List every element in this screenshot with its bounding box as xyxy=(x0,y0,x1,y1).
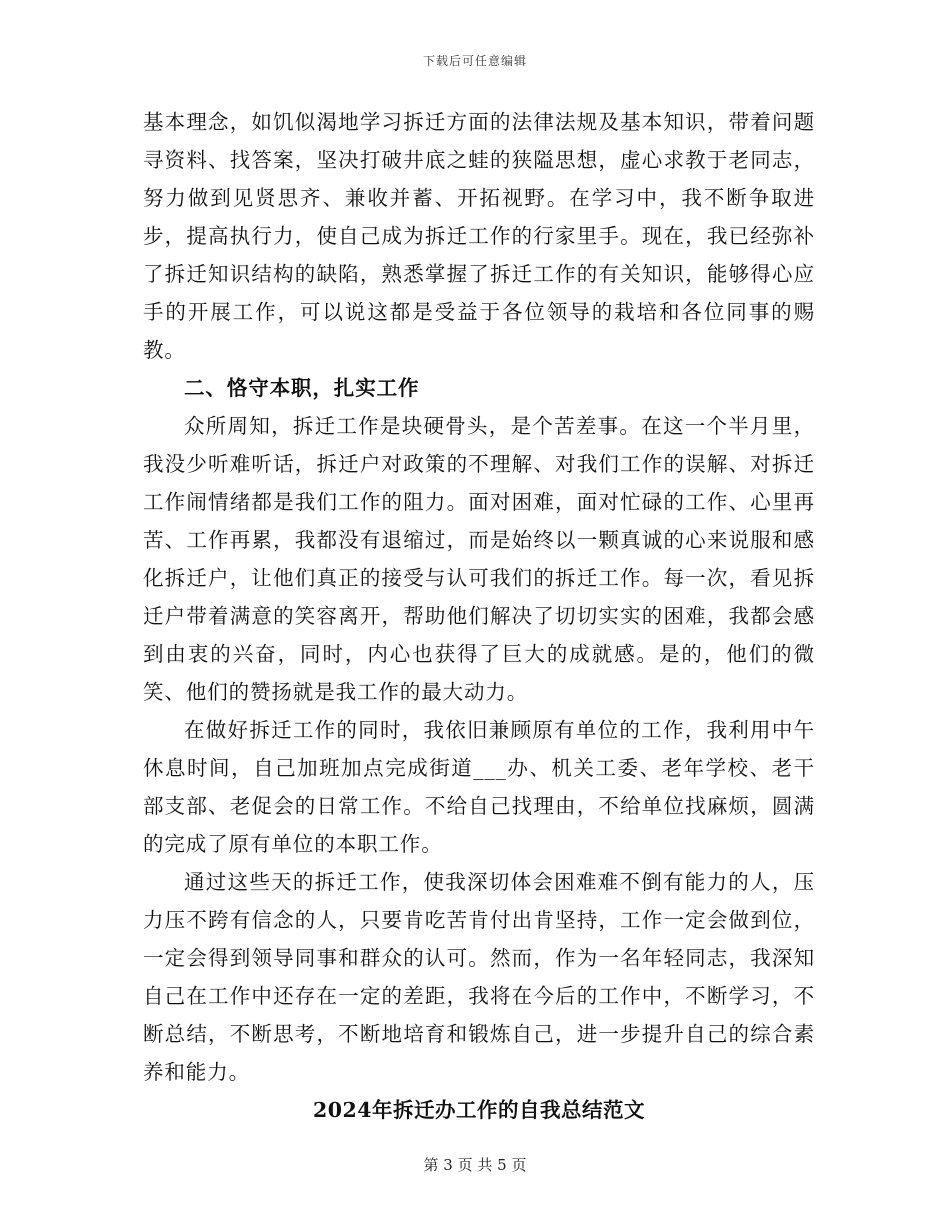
paragraph-reflection: 通过这些天的拆迁工作，使我深切体会困难难不倒有能力的人，压力压不跨有信念的人，只要肯吃苦肯付出肯坚持，工作一定会做到位，一定会得到领导同事和群众的认可。然而，作为一名年轻同志，我深知自己在工作中还存在一定的差距，我将在今后的工作中，不断学习，不断总结，不断思考，不断地培育和锻炼自己，进一步提升自己的综合素养和能力。 xyxy=(143,870,815,1084)
page-number: 第 3 页 共 5 页 xyxy=(423,1156,527,1174)
paragraph-learning: 基本理念，如饥似渴地学习拆迁方面的法律法规及基本知识，带着问题寻资料、找答案，坚决打破井底之蛙的狭隘思想，虚心求教于老同志，努力做到见贤思齐、兼收并蓄、开拓视野。在学习中，我不断争取进步，提高执行力，使自己成为拆迁工作的行家里手。现在，我已经弥补了拆迁知识结构的缺陷，熟悉掌握了拆迁工作的有关知识，能够得心应手的开展工作，可以说这都是受益于各位领导的栽培和各位同事的赐教。 xyxy=(143,110,815,362)
document-body xyxy=(143,103,815,1129)
paragraph-original-duties: 在做好拆迁工作的同时，我依旧兼顾原有单位的工作，我利用中午休息时间，自己加班加点完成街道___办、机关工委、老年学校、老干部支部、老促会的日常工作。不给自己找理由，不给单位找麻烦，圆满的完成了原有单位的本职工作。 xyxy=(143,718,815,856)
page-header-note: 下载后可任意编辑 xyxy=(422,54,527,68)
paragraph-hard-work: 众所周知，拆迁工作是块硬骨头，是个苦差事。在这一个半月里，我没少听难听话，拆迁户对政策的不理解、对我们工作的误解、对拆迁工作闹情绪都是我们工作的阻力。面对困难，面对忙碌的工作、心里再苦、工作再累，我都没有退缩过，而是始终以一颗真诚的心来说服和感化拆迁户，让他们真正的接受与认可我们的拆迁工作。每一次，看见拆迁户带着满意的笑容离开，帮助他们解决了切切实实的困难，我都会感到由衷的兴奋，同时，内心也获得了巨大的成就感。是的，他们的微笑、他们的赞扬就是我工作的最大动力。 xyxy=(143,414,815,704)
section-heading: 二、恪守本职，扎实工作 xyxy=(184,376,420,400)
next-document-title: 2024年拆迁办工作的自我总结范文 xyxy=(312,1098,646,1122)
